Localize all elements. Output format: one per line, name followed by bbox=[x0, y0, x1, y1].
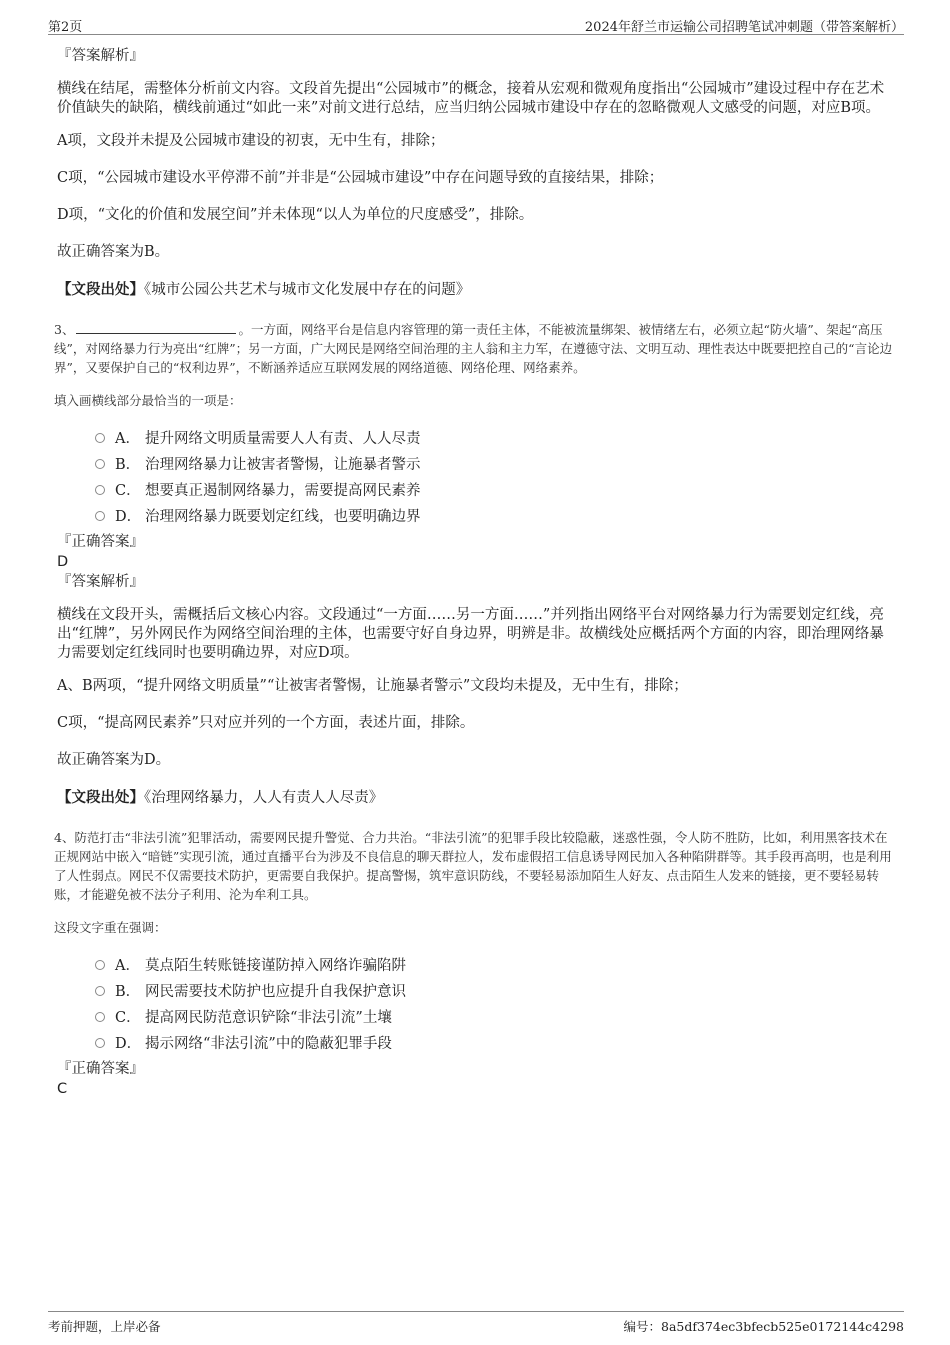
q2-analysis-text: 横线在结尾，需整体分析前文内容。文段首先提出“公园城市”的概念，接着从宏观和微观角度指出“公园城市”建设过程中存在艺术价值缺失的缺陷，横线前通过“如此一来”对前文进行总结，应当归纳公园城市建设中存在的忽略微观人文感受的问题，对应B项。 bbox=[57, 81, 885, 116]
q4-option-c[interactable]: C． 提高网民防范意识铲除“非法引流”土壤 bbox=[95, 1003, 897, 1029]
q3-note-ab: A、B两项，“提升网络文明质量”“让被害者警惕，让施暴者警示”文段均未提及，无中生有，排除； bbox=[57, 678, 688, 694]
q4-option-a[interactable]: A． 莫点陌生转账链接谨防掉入网络诈骗陷阱 bbox=[95, 951, 897, 977]
footer-slogan: 考前押题，上岸必备 bbox=[48, 1319, 161, 1334]
radio-icon[interactable] bbox=[95, 960, 105, 970]
page-number: 第2页 bbox=[48, 20, 83, 35]
radio-icon[interactable] bbox=[95, 986, 105, 996]
q4-answer-label: 『正确答案』 bbox=[57, 1061, 144, 1077]
q3-blank bbox=[76, 321, 236, 334]
q3-source-title: 《治理网络暴力，人人有责人人尽责》 bbox=[144, 790, 384, 806]
q3-analysis-text: 横线在文段开头，需概括后文核心内容。文段通过“一方面……另一方面……”并列指出网络平台对网络暴力行为需要划定红线，亮出“红牌”，另外网民作为网络空间治理的主体，也需要守好自身边界，明辨是非。故横线处应概括两个方面的内容，即治理网络暴力需要划定红线同时也要明确边界，对应D项。 bbox=[57, 607, 884, 661]
q3-analysis-label: 『答案解析』 bbox=[57, 574, 144, 590]
q2-note-a: A项，文段并未提及公园城市建设的初衷，无中生有，排除； bbox=[57, 133, 445, 149]
q4-option-b[interactable]: B． 网民需要技术防护也应提升自我保护意识 bbox=[95, 977, 897, 1003]
q3-stem-text: 。一方面，网络平台是信息内容管理的第一责任主体，不能被流量绑架、被情绪左右，必须立起“防火墙”、架起“高压线”，对网络暴力行为亮出“红牌”；另一方面，广大网民是网络空间治理的主人翁和主力军，在遵德守法、文明互动、理性表达中既要把控自己的“言论边界”，又要保护自己的“权利边界”，不断涵养适应互联网发展的网络道德、网络伦理、网络素养。 bbox=[54, 322, 893, 375]
q3-option-b[interactable]: B． 治理网络暴力让被害者警惕，让施暴者警示 bbox=[95, 450, 897, 476]
radio-icon[interactable] bbox=[95, 459, 105, 469]
q2-source bbox=[57, 280, 897, 300]
q3-source bbox=[57, 788, 897, 808]
q2-source-label: 【文段出处】 bbox=[57, 281, 144, 298]
page-header bbox=[48, 14, 904, 35]
q3-source-label: 【文段出处】 bbox=[57, 789, 144, 806]
q2-conclusion: 故正确答案为B。 bbox=[57, 244, 170, 260]
document-title: 2024年舒兰市运输公司招聘笔试冲刺题（带答案解析） bbox=[584, 20, 904, 35]
q3-options bbox=[57, 424, 897, 528]
radio-icon[interactable] bbox=[95, 1038, 105, 1048]
q4-option-d[interactable]: D． 揭示网络“非法引流”中的隐蔽犯罪手段 bbox=[95, 1029, 897, 1055]
document-serial: 编号：8a5df374ec3bfecb525e0172144c4298 bbox=[623, 1319, 904, 1334]
q4-answer: C bbox=[57, 1081, 68, 1097]
q3-note-c: C项，“提高网民素养”只对应并列的一个方面，表述片面，排除。 bbox=[57, 715, 475, 731]
q3-prompt: 填入画横线部分最恰当的一项是： bbox=[54, 393, 242, 408]
q2-note-d: D项，“文化的价值和发展空间”并未体现“以人为单位的尺度感受”，排除。 bbox=[57, 207, 534, 223]
q4-stem: 4、防范打击“非法引流”犯罪活动，需要网民提升警觉、合力共治。“非法引流”的犯罪手段比较隐蔽，迷惑性强，令人防不胜防，比如，利用黑客技术在正规网站中嵌入“暗链”实现引流，通过直播平台为涉及不良信息的聊天群拉人，发布虚假招工信息诱导网民加入各种陷阱群等。其手段再高明，也是利用了人性弱点。网民不仅需要技术防护，更需要自我保护。提高警惕，筑牢意识防线，不要轻易添加陌生人好友、点击陌生人发来的链接，更不要轻易转账，才能避免被不法分子利用、沦为牟利工具。 bbox=[54, 830, 892, 902]
radio-icon[interactable] bbox=[95, 433, 105, 443]
q3-option-c[interactable]: C． 想要真正遏制网络暴力，需要提高网民素养 bbox=[95, 476, 897, 502]
q2-note-c: C项，“公园城市建设水平停滞不前”并非是“公园城市建设”中存在问题导致的直接结果，排除； bbox=[57, 170, 664, 186]
q3-number: 3、 bbox=[54, 322, 75, 337]
q3-option-d[interactable]: D． 治理网络暴力既要划定红线，也要明确边界 bbox=[95, 502, 897, 528]
q2-analysis-label: 『答案解析』 bbox=[57, 48, 144, 64]
q3-stem bbox=[54, 320, 897, 377]
page-footer bbox=[48, 1311, 904, 1334]
q4-prompt: 这段文字重在强调： bbox=[54, 920, 167, 935]
q4-options bbox=[57, 951, 897, 1055]
page-content bbox=[54, 46, 897, 1099]
q3-option-a[interactable]: A． 提升网络文明质量需要人人有责、人人尽责 bbox=[95, 424, 897, 450]
radio-icon[interactable] bbox=[95, 511, 105, 521]
q3-answer: D bbox=[57, 554, 69, 570]
q2-source-title: 《城市公园公共艺术与城市文化发展中存在的问题》 bbox=[144, 282, 471, 298]
q3-answer-label: 『正确答案』 bbox=[57, 534, 144, 550]
q3-conclusion: 故正确答案为D。 bbox=[57, 752, 171, 768]
radio-icon[interactable] bbox=[95, 485, 105, 495]
radio-icon[interactable] bbox=[95, 1012, 105, 1022]
